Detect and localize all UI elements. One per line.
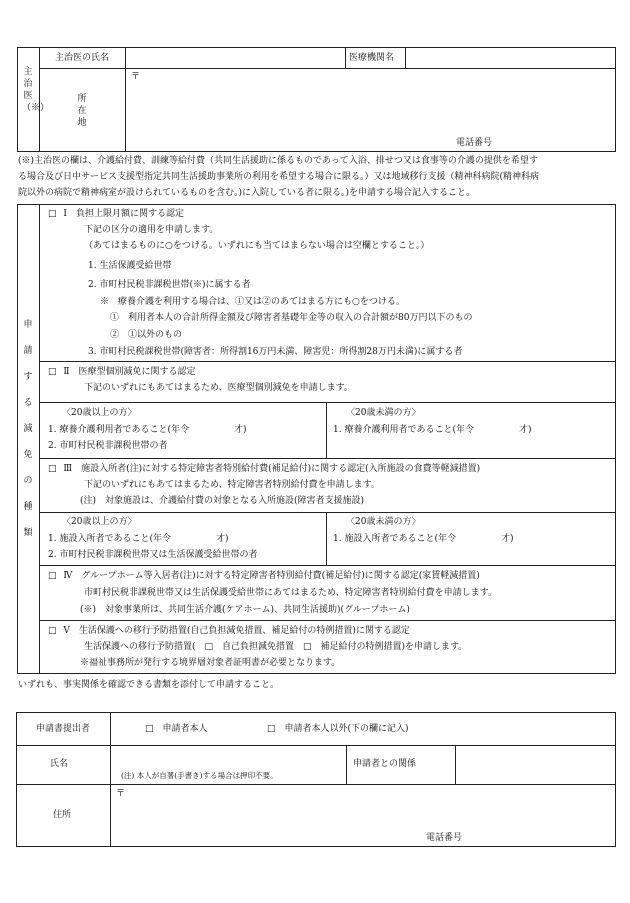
- submitter-relation-divider: [346, 745, 347, 784]
- s3-title-row: [48, 463, 480, 475]
- submitter-option-self[interactable]: □ 申請者本人: [145, 724, 208, 734]
- divider-s3: [39, 565, 616, 566]
- s2-over20-item-2: 2. 市町村民税非課税世帯の者: [48, 441, 168, 451]
- attach-note: いずれも、事実関係を確認できる書類を添付して申請すること。: [18, 680, 280, 690]
- s3-under20-head: 〈20歳未満の方〉: [346, 517, 421, 527]
- s3-line: 下記のいずれにもあてはまるため、特定障害者特別給付費を申請します。: [84, 480, 380, 490]
- s4-note: (※) 対象事業所は、共同生活介護(ケアホーム)、共同生活援助)(グループホーム): [80, 605, 410, 615]
- submitter-phone-label: 電話番号: [426, 833, 463, 843]
- s1-care-note: ※ 療養介護を利用する場合は、①又は②のあてはまる方にも○をつける。: [100, 297, 405, 307]
- seal-note: (注) 本人が自署(手書き)する場合は押印不要。: [121, 771, 278, 780]
- submitter-postal-mark: 〒: [116, 789, 126, 799]
- doctor-address-field[interactable]: [126, 84, 615, 134]
- s1-line-1: （あてはまるものに○をつける。いずれにも当てはまらない場合は空欄とすること。）: [84, 241, 430, 251]
- divider-s3-head: [39, 512, 616, 513]
- s3-over20-item-2: 2. 市町村民税非課税世帯又は生活保護受給世帯の者: [48, 550, 258, 560]
- s2-title-row: [48, 366, 196, 378]
- s1-title-row: [48, 208, 184, 220]
- doctor-name-label: 主治医の氏名: [55, 53, 110, 63]
- doctor-note-line-2: る場合及び日中サービス支援型指定共同生活援助事業所の利用を希望する場合に限る。）又は地域移行支援（精神科病院(精神科病: [18, 172, 540, 182]
- s4-title-row: [48, 570, 480, 582]
- doctor-address-label: 所在地: [77, 94, 87, 128]
- s3-note: (注) 対象施設は、介護給付費の対象となる入所施設(障害者支援施設): [80, 496, 365, 506]
- s1-option-3[interactable]: 3. 市町村民税課税世帯(障害者：所得割16万円未満、障害児：所得割28万円未満)に属する者: [88, 347, 463, 357]
- s1-line-0: 下記の区分の適用を申請します。: [84, 225, 219, 235]
- s3-over20-item-1: 1. 施設入所者であること(年令 才): [48, 534, 229, 544]
- divider-s2-col: [326, 402, 327, 458]
- s2-line: 下記のいずれにもあてはまるため、医療型個別減免を申請します。: [84, 383, 353, 393]
- divider-s2-head: [39, 402, 616, 403]
- reduction-side-label: 申請する減免の種類: [23, 320, 33, 538]
- submitter-address-field[interactable]: [111, 800, 615, 830]
- doctor-side-label: 主治医（※）: [22, 67, 50, 113]
- doctor-mid-divider: [345, 47, 346, 68]
- doctor-phone-label: 電話番号: [456, 138, 493, 148]
- s1-checkbox[interactable]: □: [48, 209, 57, 219]
- s4-title: Ⅳ グループホーム等入居者(注)に対する特定障害者特別給付費(補足給付)に関する認定(家賃軽減措置): [63, 571, 480, 581]
- s2-checkbox[interactable]: □: [48, 367, 57, 377]
- s1-sub-option-2[interactable]: ② ①以外のもの: [110, 330, 183, 340]
- submitter-row-divider-2: [16, 784, 616, 785]
- submitter-name-label: 氏名: [50, 759, 69, 769]
- s2-under20-head: 〈20歳未満の方〉: [346, 408, 421, 418]
- institution-label: 医療機関名: [349, 53, 395, 63]
- s2-under20-item-1: 1. 療養介護利用者であること(年令 才): [333, 425, 532, 435]
- s1-sub-option-1[interactable]: ① 利用者本人の合計所得金額及び障害者基礎年金等の収入の合計額が80万円以下のもの: [110, 313, 473, 323]
- divider-s2: [39, 458, 616, 459]
- s2-over20-item-1: 1. 療養介護利用者であること(年令 才): [48, 425, 247, 435]
- doctor-note-line-1: (※)主治医の欄は、介護給付費、訓練等給付費（共同生活援助に係るものであって入浴、排せつ又は食事等の介護の提供を希望す: [18, 156, 538, 166]
- s3-checkbox[interactable]: □: [48, 464, 57, 474]
- doctor-name-field[interactable]: [126, 48, 344, 67]
- institution-field[interactable]: [406, 48, 615, 67]
- submitter-address-label: 住所: [53, 810, 72, 820]
- s3-under20-item-1: 1. 施設入所者であること(年令 才): [333, 534, 514, 544]
- doctor-side-divider: [39, 47, 40, 152]
- s4-line: 市町村民税非課税世帯又は生活保護受給世帯にあてはまるため、特定障害者特別給付費を申請します。: [84, 588, 497, 598]
- s5-checkbox[interactable]: □: [48, 626, 57, 636]
- divider-s1: [39, 361, 616, 362]
- s2-over20-head: 〈20歳以上の方〉: [62, 408, 137, 418]
- doctor-postal-mark: 〒: [131, 72, 141, 82]
- s5-note: ※福祉事務所が発行する境界層対象者証明書が必要となります。: [80, 658, 341, 668]
- relation-label: 申請者との関係: [353, 759, 417, 769]
- relation-field[interactable]: [456, 746, 615, 783]
- s5-title-row: [48, 625, 410, 637]
- s1-option-1[interactable]: 1. 生活保護受給世帯: [88, 261, 172, 271]
- divider-s3-col: [326, 512, 327, 565]
- submitter-label: 申請書提出者: [36, 724, 91, 734]
- submitter-option-other[interactable]: □ 申請者本人以外(下の欄に記入): [267, 724, 409, 734]
- s5-line[interactable]: 生活保護への移行予防措置( □ 自己負担減免措置 □ 補足給付の特例措置)を申請します。: [84, 642, 468, 652]
- reduction-side-divider: [39, 204, 40, 674]
- s2-title: Ⅱ 医療型個別減免に関する認定: [63, 367, 196, 377]
- s1-option-2[interactable]: 2. 市町村民税非課税世帯(※)に属する者: [88, 280, 251, 290]
- divider-s4: [39, 620, 616, 621]
- s5-title: Ⅴ 生活保護への移行予防措置(自己負担減免措置、補足給付の特例措置)に関する認定: [63, 626, 410, 636]
- submitter-name-field[interactable]: [111, 746, 345, 770]
- s3-title: Ⅲ 施設入所者(注)に対する特定障害者特別給付費(補足給付)に関する認定(入所施設の食費等軽減措置): [63, 464, 481, 474]
- s3-over20-head: 〈20歳以上の方〉: [62, 517, 137, 527]
- doctor-note-line-3: 院以外の病院で精神病室が設けられているものを含む。)に入院している者に限る。)を申請する場合記入すること。: [18, 188, 476, 198]
- s4-checkbox[interactable]: □: [48, 571, 57, 581]
- s1-title: Ⅰ 負担上限月額に関する認定: [63, 209, 184, 219]
